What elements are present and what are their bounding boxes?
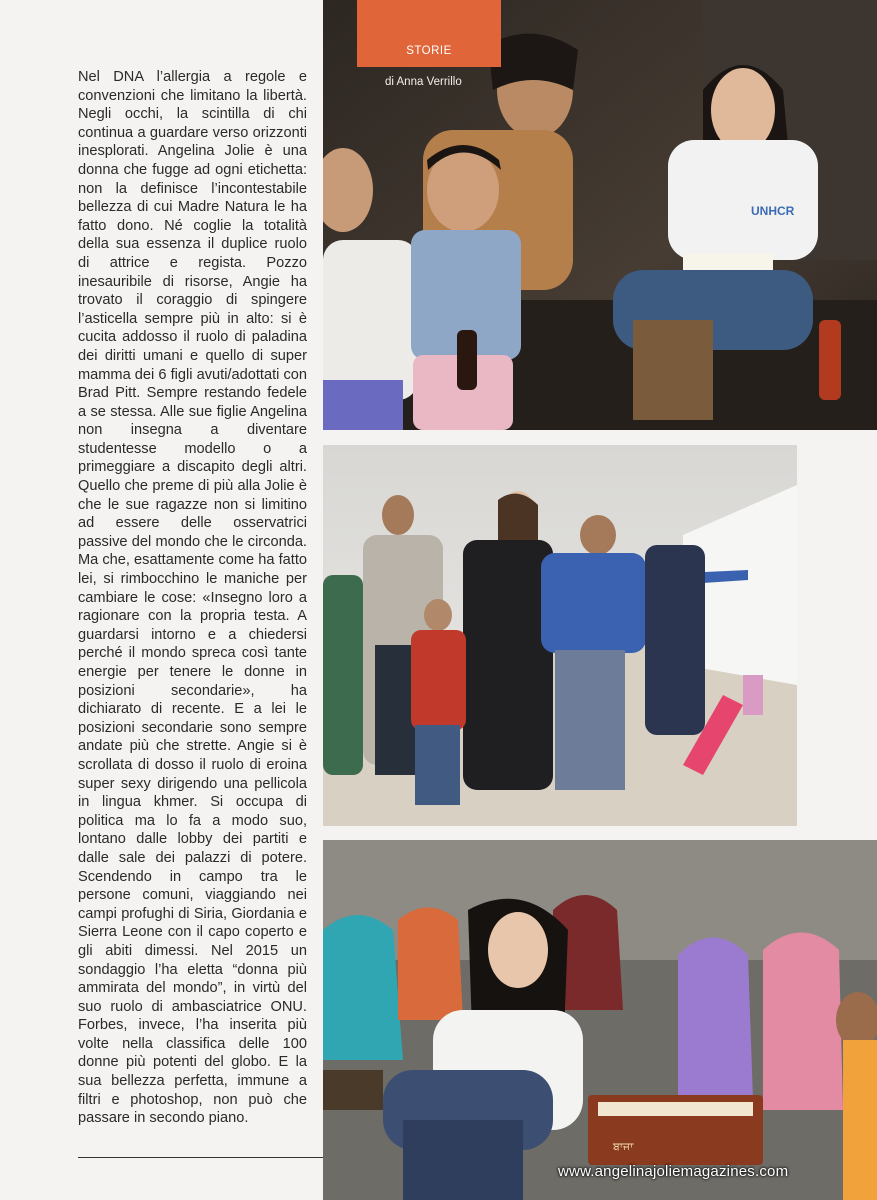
section-tag: STORIE	[357, 0, 501, 67]
article-paragraph: Nel DNA l’allergia a regole e convenzioni che limitano la libertà. Negli occhi, la scintilla di chi continua a guardare verso orizzonti inesplorati. Angelina Jolie è una donna che fugge ad ogni etichetta: non la definisce l’incontestabile bellezza di cui Madre Natura le ha fatto dono. Né coglie la totalità della sua essenza il duplice ruolo di attrice e regista. Pozzo inesauribile di risorse, Angie ha trovato il coraggio di spingere l’asticella sempre più in alto: si è cucita addosso il ruolo di paladina dei diritti umani e quello di super mamma dei 6 figli avuti/adottati con Brad Pitt. Sempre restando fedele a se stessa. Alle sue figlie Angelina non insegna a diventare studentesse modello o a primeggiare a discapito degli altri. Quello che preme di più alla Jolie è che le sue ragazze non si limitino ad essere delle osservatrici passive del mondo che le circonda. Ma che, esattamente come ha fatto lei, si rimbocchino le maniche per cambiare le cose: «Insegno loro a ragionare con la propria testa. A guardarsi intorno e a chiedersi perché il mondo spreca così tante energie per tenere le donne in posizioni secondarie», ha dichiarato di recente. E a lei le posizioni secondarie sono sempre andate più che strette. Angie si è scrollata di dosso il ruolo di eroina super sexy dirigendo una pellicola in lingua khmer. Si occupa di politica ma lo fa a modo suo, lontano dalle lobby dei partiti e dalle sale dei palazzi di potere. Scendendo in campo tra le persone comuni, viaggiando nei campi profughi di Siria, Giordania e Sierra Leone con il capo coperto e gli abiti dimessi. Nel 2015 un sondaggio l’ha eletta “donna più ammirata del mondo”, in virtù del suo ruolo di ambasciatrice ONU. Forbes, invece, l’ha inserita più volte nella classifica delle 100 donne più potenti del globo. E la sua bellezza perfetta, immune a filtri e photoshop, non può che passare in secondo piano.	[78, 69, 307, 1127]
article-body	[78, 68, 307, 1128]
author-byline: di Anna Verrillo	[385, 76, 462, 88]
footer-rule	[78, 1157, 326, 1158]
photo-girls-group	[323, 840, 877, 1200]
photo-camp-walk-art	[323, 445, 797, 826]
unhcr-logo-text: UNHCR	[751, 204, 795, 218]
photo-girls-group-art	[323, 840, 877, 1200]
harmonium-text: ਬਾਜਾ	[613, 1141, 634, 1153]
photo-camp-walk	[323, 445, 797, 826]
source-watermark: www.angelinajoliemagazines.com	[558, 1163, 789, 1180]
